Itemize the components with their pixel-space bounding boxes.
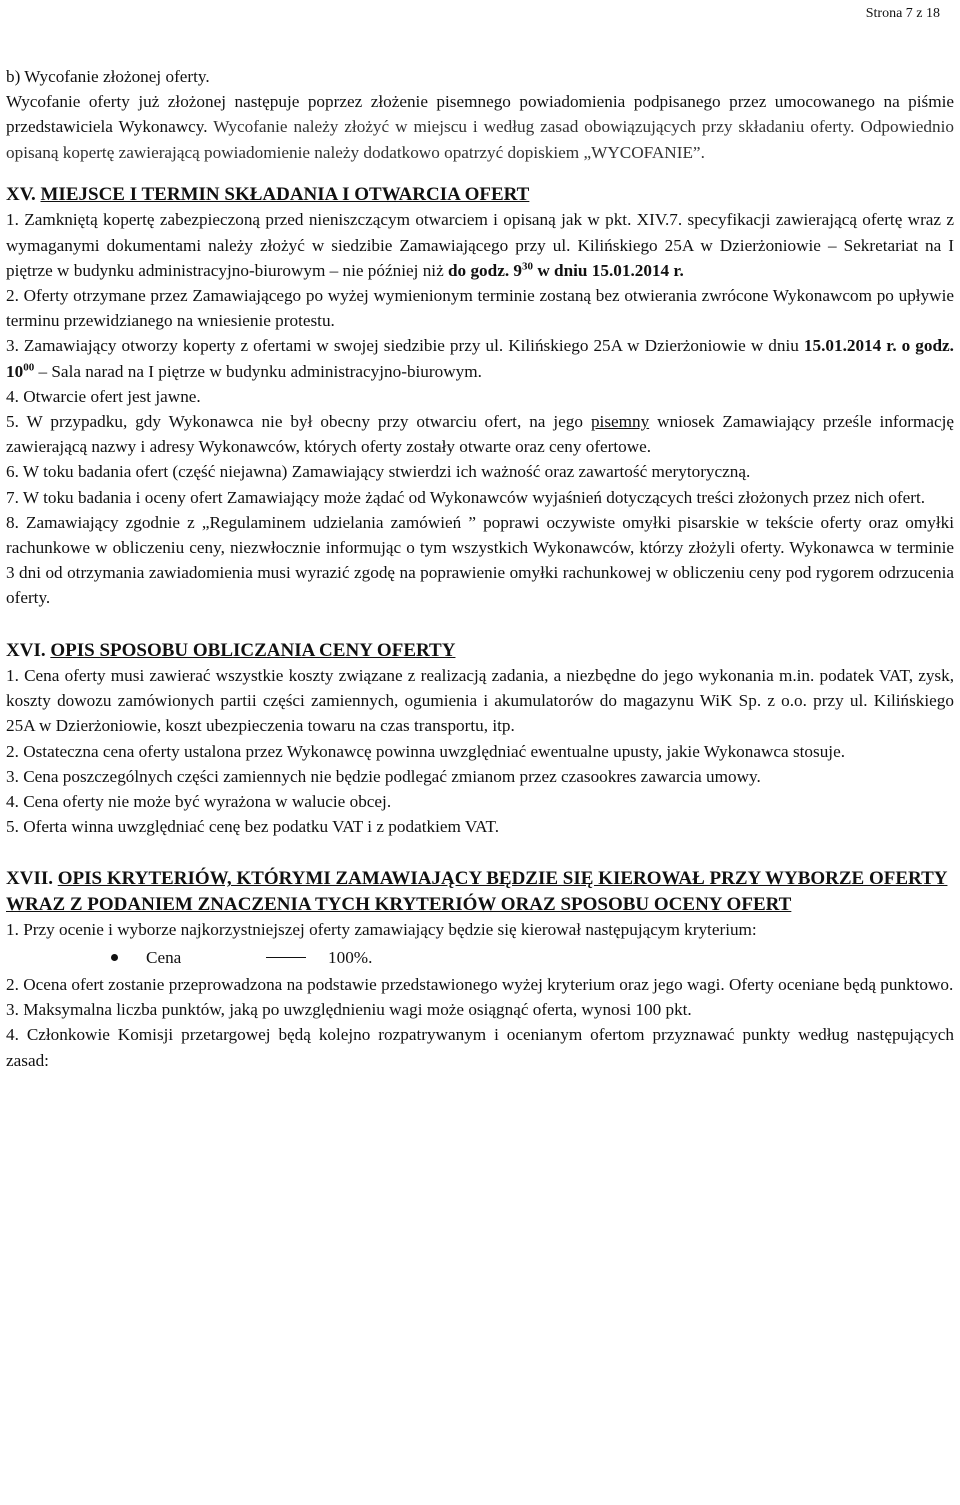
- section-xvii-item-4: 4. Członkowie Komisji przetargowej będą kolejno rozpatrywanym i ocenianym ofertom przyznawać punkty według następujących zasad:: [6, 1025, 954, 1070]
- intro-title: b) Wycofanie złożonej oferty.: [6, 67, 210, 86]
- item-3-text: 3. Zamawiający otworzy koperty z ofertami w swojej siedzibie przy ul. Kilińskiego 25A w Dzierżoniowie w dniu: [6, 336, 804, 356]
- section-xv-item-4: 4. Otwarcie ofert jest jawne.: [6, 386, 201, 406]
- criterion-label: Cena: [146, 947, 182, 967]
- section-xvii-item-2: 2. Ocena ofert zostanie przeprowadzona na podstawie przedstawionego wyżej kryterium oraz jego wagi. Oferty oceniane będą punktowo.: [6, 974, 954, 994]
- bullet-icon: [111, 954, 118, 961]
- section-xvi-item-3: 3. Cena poszczególnych części zamiennych nie będzie podlegać zmianom przez czasookres zawarcia umowy.: [6, 766, 761, 786]
- document-body: [6, 64, 954, 1073]
- item-5-text-a: 5. W przypadku, gdy Wykonawca nie był obecny przy otwarciu ofert, na jego: [6, 411, 591, 431]
- item-3-opening-minutes: 00: [23, 360, 35, 373]
- section-xvii-number: XVII.: [6, 868, 58, 890]
- intro-paragraph: [6, 89, 954, 165]
- intro-text-1: Wycofanie oferty już złożonej następuje poprzez złożenie pisemnego powiadomienia podpisanego przez umocowanego na piśmie przedstawiciela Wykonawcy.: [6, 92, 954, 137]
- section-xv-item-5: [6, 409, 954, 459]
- section-xv-item-7: 7. W toku badania i oceny ofert Zamawiający może żądać od Wykonawców wyjaśnień dotyczących treści złożonych przez nich ofert.: [6, 487, 926, 507]
- item-5-underlined: pisemny: [590, 411, 650, 431]
- item-1-deadline-minutes: 30: [522, 259, 534, 272]
- intro-text-2: Wycofanie należy złożyć w miejscu i według zasad obowiązujących przy składaniu oferty. Odpowiednio opisaną kopertę zawierającą powiadomienie należy dodatkowo opatrzyć dopiskiem „WYCOFANIE”.: [6, 117, 954, 162]
- section-xvii-title: OPIS KRYTERIÓW, KTÓRYMI ZAMAWIAJĄCY BĘDZIE SIĘ KIEROWAŁ PRZY WYBORZE OFERTY WRAZ Z PODANIEM ZNACZENIA TYCH KRYTERIÓW ORAZ SPOSOBU OCENY OFERT: [6, 868, 948, 915]
- section-xv-item-6: 6. W toku badania ofert (część niejawna) Zamawiający stwierdzi ich ważność oraz zawartość merytoryczną.: [6, 462, 751, 482]
- criterion-weight: 100%.: [328, 947, 373, 967]
- section-xvi-number: XVI.: [6, 639, 51, 661]
- section-xvi-item-5: 5. Oferta winna uwzględniać cenę bez podatku VAT i z podatkiem VAT.: [6, 817, 500, 837]
- item-5-text-b: wniosek Zamawiający prześle informację zawierającą nazwy i adresy Wykonawców, których oferty zostały otwarte oraz ceny ofertowe.: [6, 411, 954, 457]
- section-xvi-item-1: 1. Cena oferty musi zawierać wszystkie koszty związane z realizacją zadania, a niezbędne do jego wykonania m.in. podatek VAT, zysk, koszty dowozu zamówionych partii części zamiennych, ogumienia i akumulatorów do magazynu WiK Sp. z o.o. przy ul. Kilińskiego 25A w Dzierżoniowie, koszt ubezpieczenia towaru na czas transportu, itp.: [6, 666, 954, 736]
- section-xvi-title: OPIS SPOSOBU OBLICZANIA CENY OFERTY: [50, 639, 456, 661]
- item-3-location: – Sala narad na I piętrze w budynku administracyjno-biurowym.: [34, 361, 482, 381]
- criterion-list-item: [6, 945, 954, 970]
- section-xv-item-8: 8. Zamawiający zgodnie z „Regulaminem udzielania zamówień ” poprawi oczywiste omyłki pisarskie w tekście oferty oraz omyłki rachunkowe w obliczeniu ceny, niezwłocznie informując o tym wszystkich Wykonawców, którzy złożyli oferty. Wykonawca w terminie 3 dni od otrzymania zawiadomienia musi wyrazić zgodę na poprawienie omyłki rachunkowej w obliczeniu ceny pod rygorem odrzucenia oferty.: [6, 512, 954, 608]
- item-1-text: 1. Zamkniętą kopertę zabezpieczoną przed nieniszczącym otwarciem i opisaną jak w pkt. XIV.7. specyfikacji zawierającą ofertę wraz z wymaganymi dokumentami należy złożyć w siedzibie Zamawiającego przy ul. Kilińskiego 25A w Dzierżoniowie – Sekretariat na I piętrze w budynku administracyjno-biurowym – nie później niż: [6, 210, 954, 280]
- section-xvi-heading: [6, 638, 954, 664]
- section-xvii-heading: [6, 866, 954, 917]
- item-1-deadline: do godz. 9: [448, 260, 523, 280]
- section-xvi-item-4: 4. Cena oferty nie może być wyrażona w walucie obcej.: [6, 792, 392, 812]
- item-1-deadline-date: w dniu 15.01.2014 r.: [533, 260, 684, 280]
- item-3-opening-time: 15.01.2014 r. o godz. 10: [6, 336, 954, 381]
- dash-separator: [266, 957, 306, 959]
- section-xv-item-3: [6, 333, 954, 383]
- section-xvii-item-1: 1. Przy ocenie i wyborze najkorzystniejszej oferty zamawiający będzie się kierował następującym kryterium:: [6, 920, 757, 940]
- section-xv-item-2: 2. Oferty otrzymane przez Zamawiającego po wyżej wymienionym terminie zostaną bez otwierania zwrócone Wykonawcom po upływie terminu przewidzianego na wniesienie protestu.: [6, 285, 954, 331]
- section-xv-item-1: [6, 207, 954, 283]
- section-xv-number: XV.: [6, 183, 41, 205]
- section-xvi-item-2: 2. Ostateczna cena oferty ustalona przez Wykonawcę powinna uwzględniać ewentualne upusty, jakie Wykonawca stosuje.: [6, 741, 846, 761]
- page-number: Strona 7 z 18: [865, 6, 940, 21]
- section-xvii-item-3: 3. Maksymalna liczba punktów, jaką po uwzględnieniu wagi może osiągnąć oferta, wynosi 100 pkt.: [6, 1000, 692, 1020]
- section-xv-heading: [6, 182, 954, 208]
- section-xv-title: MIEJSCE I TERMIN SKŁADANIA I OTWARCIA OFERT: [40, 183, 530, 205]
